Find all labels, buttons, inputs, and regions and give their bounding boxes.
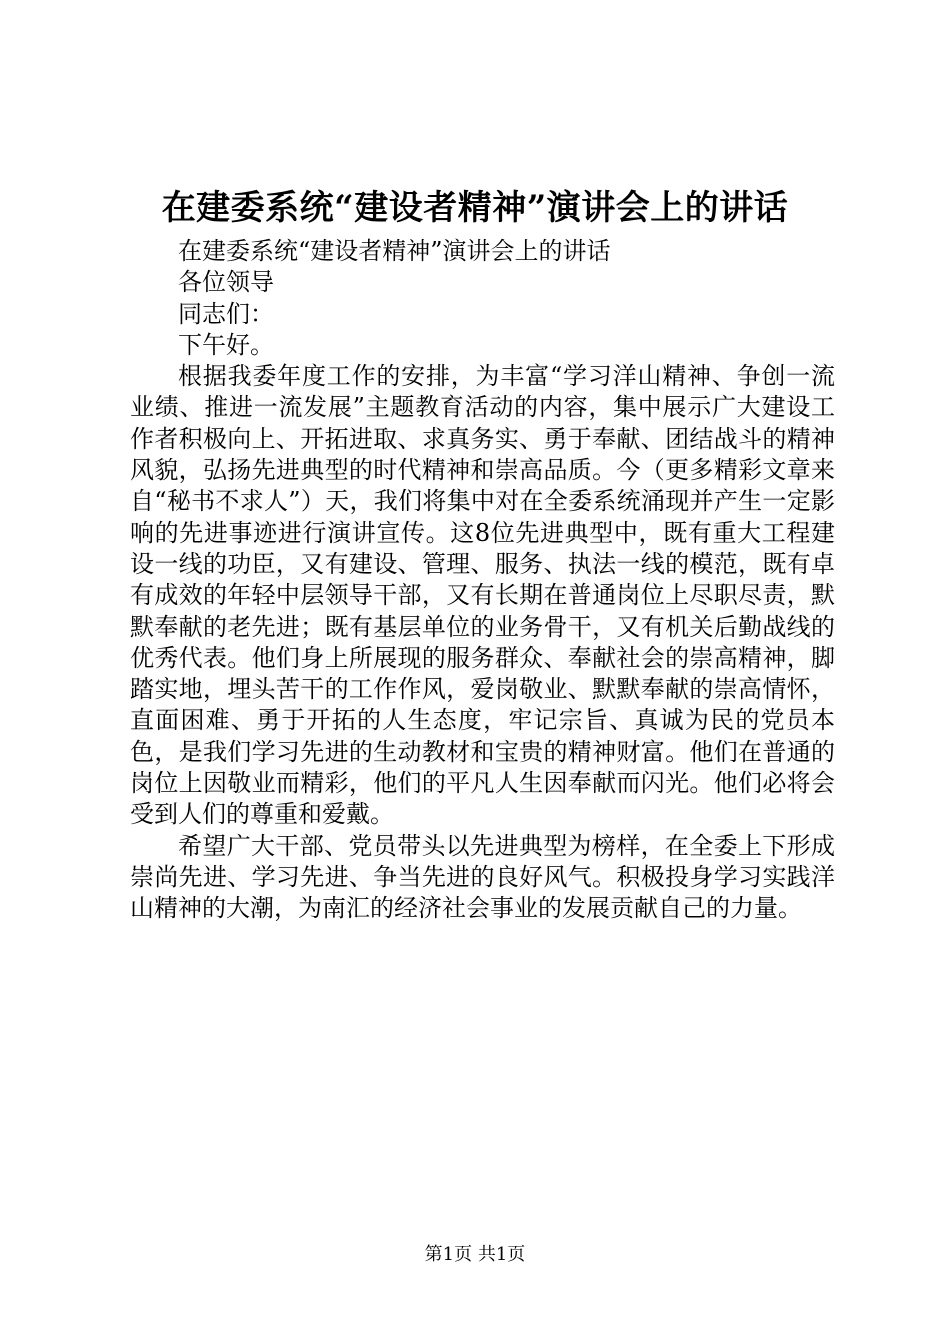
document-title: 在建委系统“建设者精神”演讲会上的讲话: [161, 188, 789, 228]
document-body: [130, 236, 835, 925]
page-number-footer: 第1页 共1页: [424, 1244, 526, 1265]
body-paragraph-greeting: 下午好。: [178, 330, 274, 359]
body-paragraph-subtitle: 在建委系统“建设者精神”演讲会上的讲话: [178, 237, 611, 265]
body-paragraph-salutation-comrades: 同志们：: [178, 299, 274, 328]
body-paragraph-closing: 希望广大干部、党员带头以先进典型为榜样，在全委上下形成崇尚先进、学习先进、争当先进的良好风气。积极投身学习实践洋山精神的大潮，为南汇的经济社会事业的发展贡献自己的力量。: [130, 831, 835, 923]
body-paragraph-main: 根据我委年度工作的安排，为丰富“学习洋山精神、争创一流业绩、推进一流发展”主题教育活动的内容，集中展示广大建设工作者积极向上、开拓进取、求真务实、勇于奉献、团结战斗的精神风貌，弘扬先进典型的时代精神和崇高品质。今（更多精彩文章来自“秘书不求人”）天，我们将集中对在全委系统涌现并产生一定影响的先进事迹进行演讲宣传。这8位先进典型中，既有重大工程建设一线的功臣，又有建设、管理、服务、执法一线的模范，既有卓有成效的年轻中层领导干部，又有长期在普通岗位上尽职尽责，默默奉献的老先进；既有基层单位的业务骨干，又有机关后勤战线的优秀代表。他们身上所展现的服务群众、奉献社会的崇高精神，脚踏实地，埋头苦干的工作作风，爱岗敬业、默默奉献的崇高情怀，直面困难、勇于开拓的人生态度，牢记宗旨、真诚为民的党员本色，是我们学习先进的生动教材和宝贵的精神财富。他们在普通的岗位上因敬业而精彩，他们的平凡人生因奉献而闪光。他们必将会受到人们的尊重和爱戴。: [130, 362, 835, 829]
body-paragraph-salutation-leaders: 各位领导: [178, 268, 274, 297]
